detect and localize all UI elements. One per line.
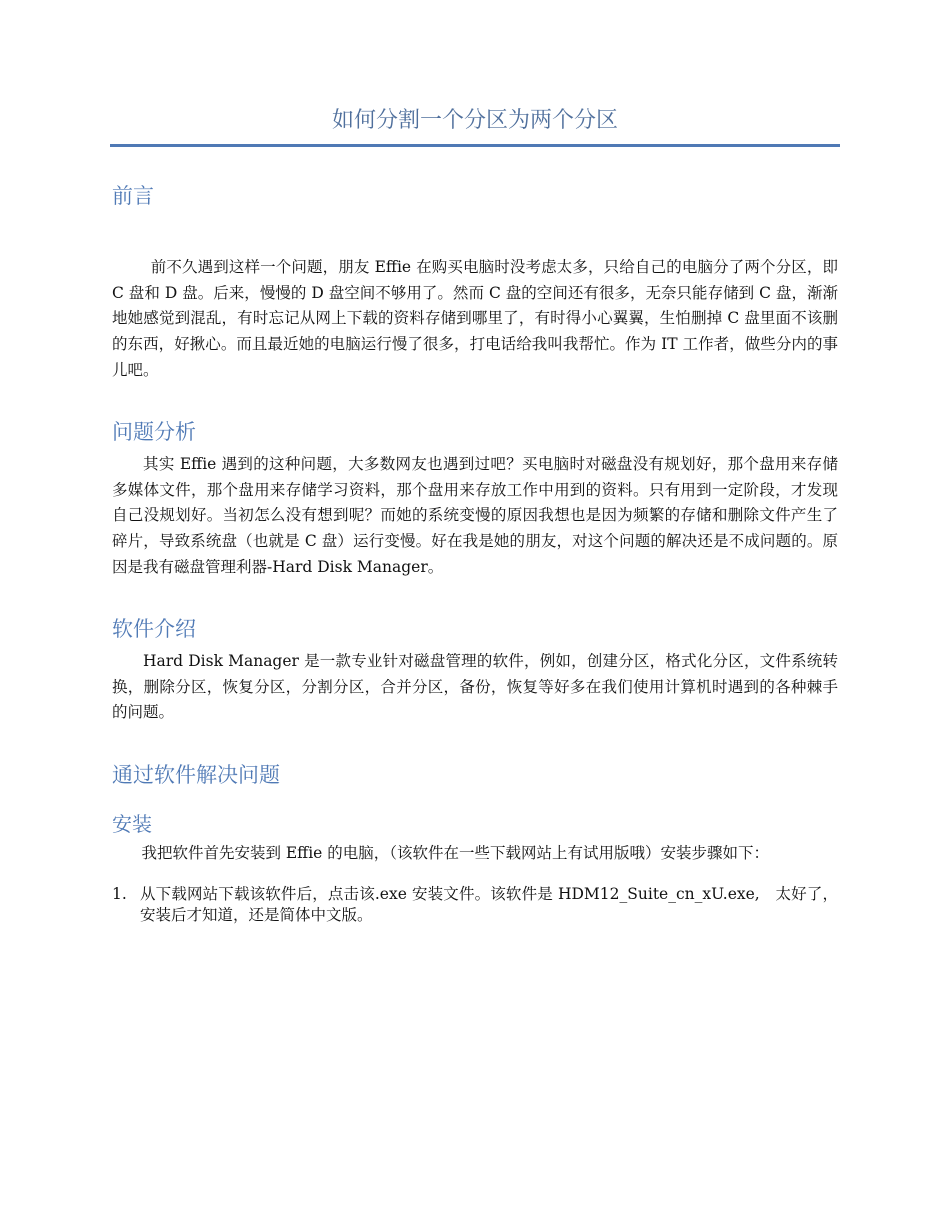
- paragraph-install: 我把软件首先安装到 Effie 的电脑，（该软件在一些下载网站上有试用版哦）安装步骤如下：: [141, 844, 770, 862]
- heading-solve: 通过软件解决问题: [112, 763, 280, 787]
- heading-analysis: 问题分析: [112, 420, 196, 444]
- paragraph-analysis: 其实 Effie 遇到的这种问题，大多数网友也遇到过吧？买电脑时对磁盘没有规划好，那个盘用来存储多媒体文件，那个盘用来存储学习资料，那个盘用来存放工作中用到的资料。只有用到一定阶段，才发现自己没规划好。当初怎么没有想到呢？而她的系统变慢的原因我想也是因为频繁的存储和删除文件产生了碎片，导致系统盘（也就是 C 盘）运行变慢。好在我是她的朋友，对这个问题的解决还是不成问题的。原因是我有磁盘管理利器-Hard Disk Manager。: [112, 455, 838, 576]
- title-underline-divider: [110, 144, 840, 147]
- paragraph-software: Hard Disk Manager 是一款专业针对磁盘管理的软件，例如，创建分区，格式化分区，文件系统转换，删除分区，恢复分区，分割分区，合并分区，备份，恢复等好多在我们使用计算机时遇到的各种棘手的问题。: [112, 652, 838, 722]
- list-item-number: 1.: [112, 885, 127, 903]
- heading-install: 安装: [112, 812, 152, 836]
- list-item-text: 从下载网站下载该软件后，点击该.exe 安装文件。该软件是 HDM12_Suite_cn_xU.exe, 太好了，安装后才知道，还是简体中文版。: [140, 885, 838, 924]
- paragraph-preface: 前不久遇到这样一个问题，朋友 Effie 在购买电脑时没考虑太多，只给自己的电脑分了两个分区，即 C 盘和 D 盘。后来，慢慢的 D 盘空间不够用了。然而 C 盘的空间还有很多，无奈只能存储到 C 盘，渐渐地她感觉到混乱，有时忘记从网上下载的资料存储到哪里了，有时得小心翼翼，生怕删掉 C 盘里面不该删的东西，好揪心。而且最近她的电脑运行慢了很多，打电话给我叫我帮忙。作为 IT 工作者，做些分内的事儿吧。: [112, 258, 838, 379]
- list-item: [112, 884, 838, 926]
- heading-preface: 前言: [112, 184, 154, 208]
- document-title: 如何分割一个分区为两个分区: [331, 108, 618, 133]
- heading-software: 软件介绍: [112, 617, 196, 641]
